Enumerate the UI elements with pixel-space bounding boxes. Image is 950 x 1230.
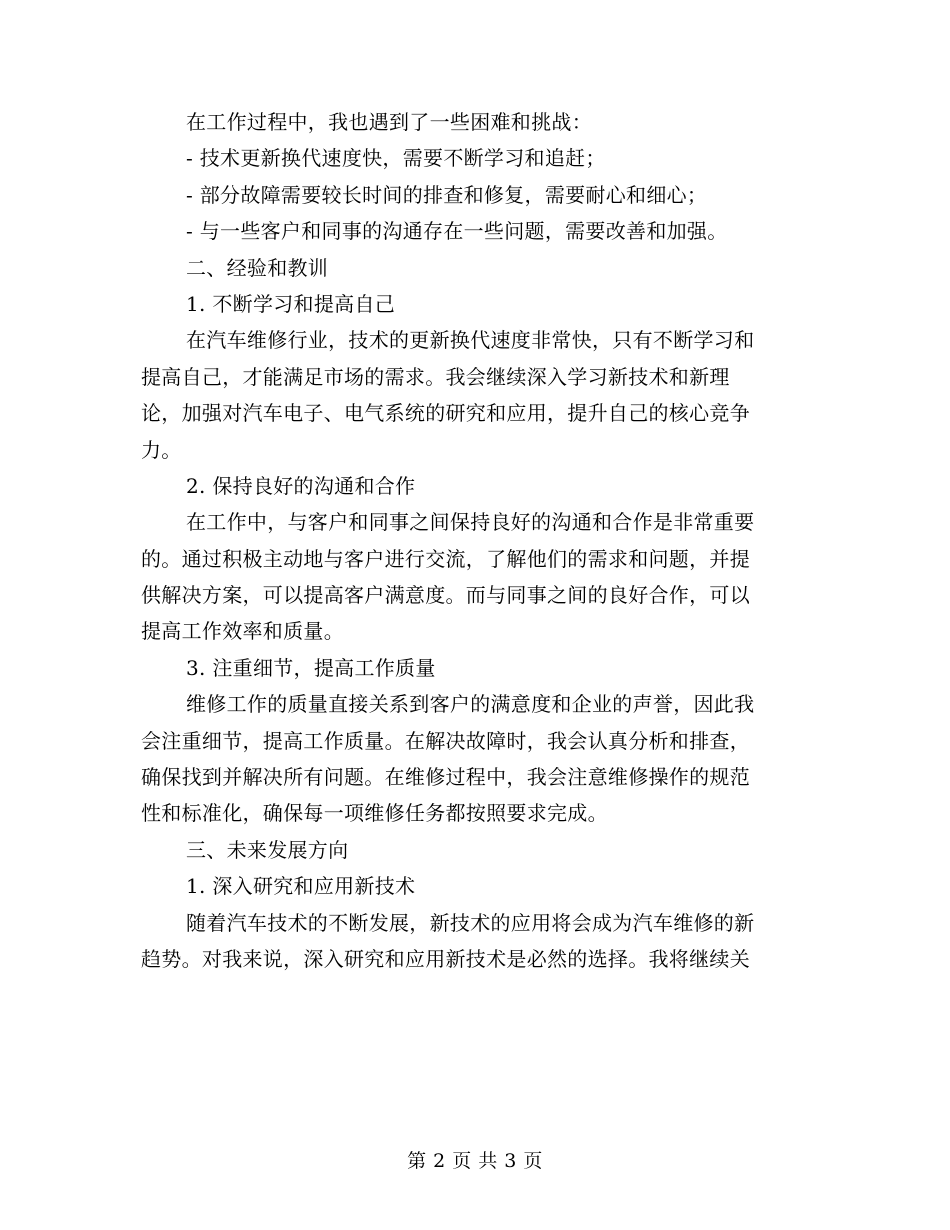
text-line: 趋势。对我来说，深入研究和应用新技术是必然的选择。我将继续关 [141, 946, 750, 971]
text-line: - 与一些客户和同事的沟通存在一些问题，需要改善和加强。 [186, 219, 728, 244]
text-line: 提高工作效率和质量。 [141, 619, 344, 644]
text-line: 二、经验和教训 [186, 255, 329, 280]
text-line: 在工作中，与客户和同事之间保持良好的沟通和合作是非常重要 [186, 510, 755, 535]
text-line: 性和标准化，确保每一项维修任务都按照要求完成。 [141, 801, 608, 826]
text-line: 维修工作的质量直接关系到客户的满意度和企业的声誉，因此我 [186, 692, 755, 717]
text-line: 的。通过积极主动地与客户进行交流，了解他们的需求和问题，并提 [141, 546, 750, 571]
text-line: 在工作过程中，我也遇到了一些困难和挑战： [186, 110, 592, 134]
text-line: 三、未来发展方向 [186, 837, 349, 862]
document-body [141, 104, 809, 977]
text-line: 在汽车维修行业，技术的更新换代速度非常快，只有不断学习和 [186, 328, 755, 353]
text-line: 随着汽车技术的不断发展，新技术的应用将会成为汽车维修的新 [186, 910, 755, 935]
text-line: - 技术更新换代速度快，需要不断学习和追赶； [186, 146, 606, 171]
text-line: 1. 深入研究和应用新技术 [186, 874, 416, 899]
text-line: 供解决方案，可以提高客户满意度。而与同事之间的良好合作，可以 [141, 583, 750, 608]
text-line: 3. 注重细节，提高工作质量 [186, 655, 436, 680]
text-line: - 部分故障需要较长时间的排查和修复，需要耐心和细心； [186, 182, 708, 207]
text-line: 1. 不断学习和提高自己 [186, 291, 396, 316]
text-line: 会注重细节，提高工作质量。在解决故障时，我会认真分析和排查， [141, 728, 750, 753]
page-footer: 第 2 页 共 3 页 [407, 1150, 543, 1172]
text-line: 确保找到并解决所有问题。在维修过程中，我会注意维修操作的规范 [141, 765, 750, 790]
text-line: 力。 [141, 437, 182, 462]
text-line: 2. 保持良好的沟通和合作 [186, 473, 416, 498]
text-line: 论，加强对汽车电子、电气系统的研究和应用，提升自己的核心竞争 [141, 401, 750, 426]
text-line: 提高自己，才能满足市场的需求。我会继续深入学习新技术和新理 [141, 364, 730, 389]
